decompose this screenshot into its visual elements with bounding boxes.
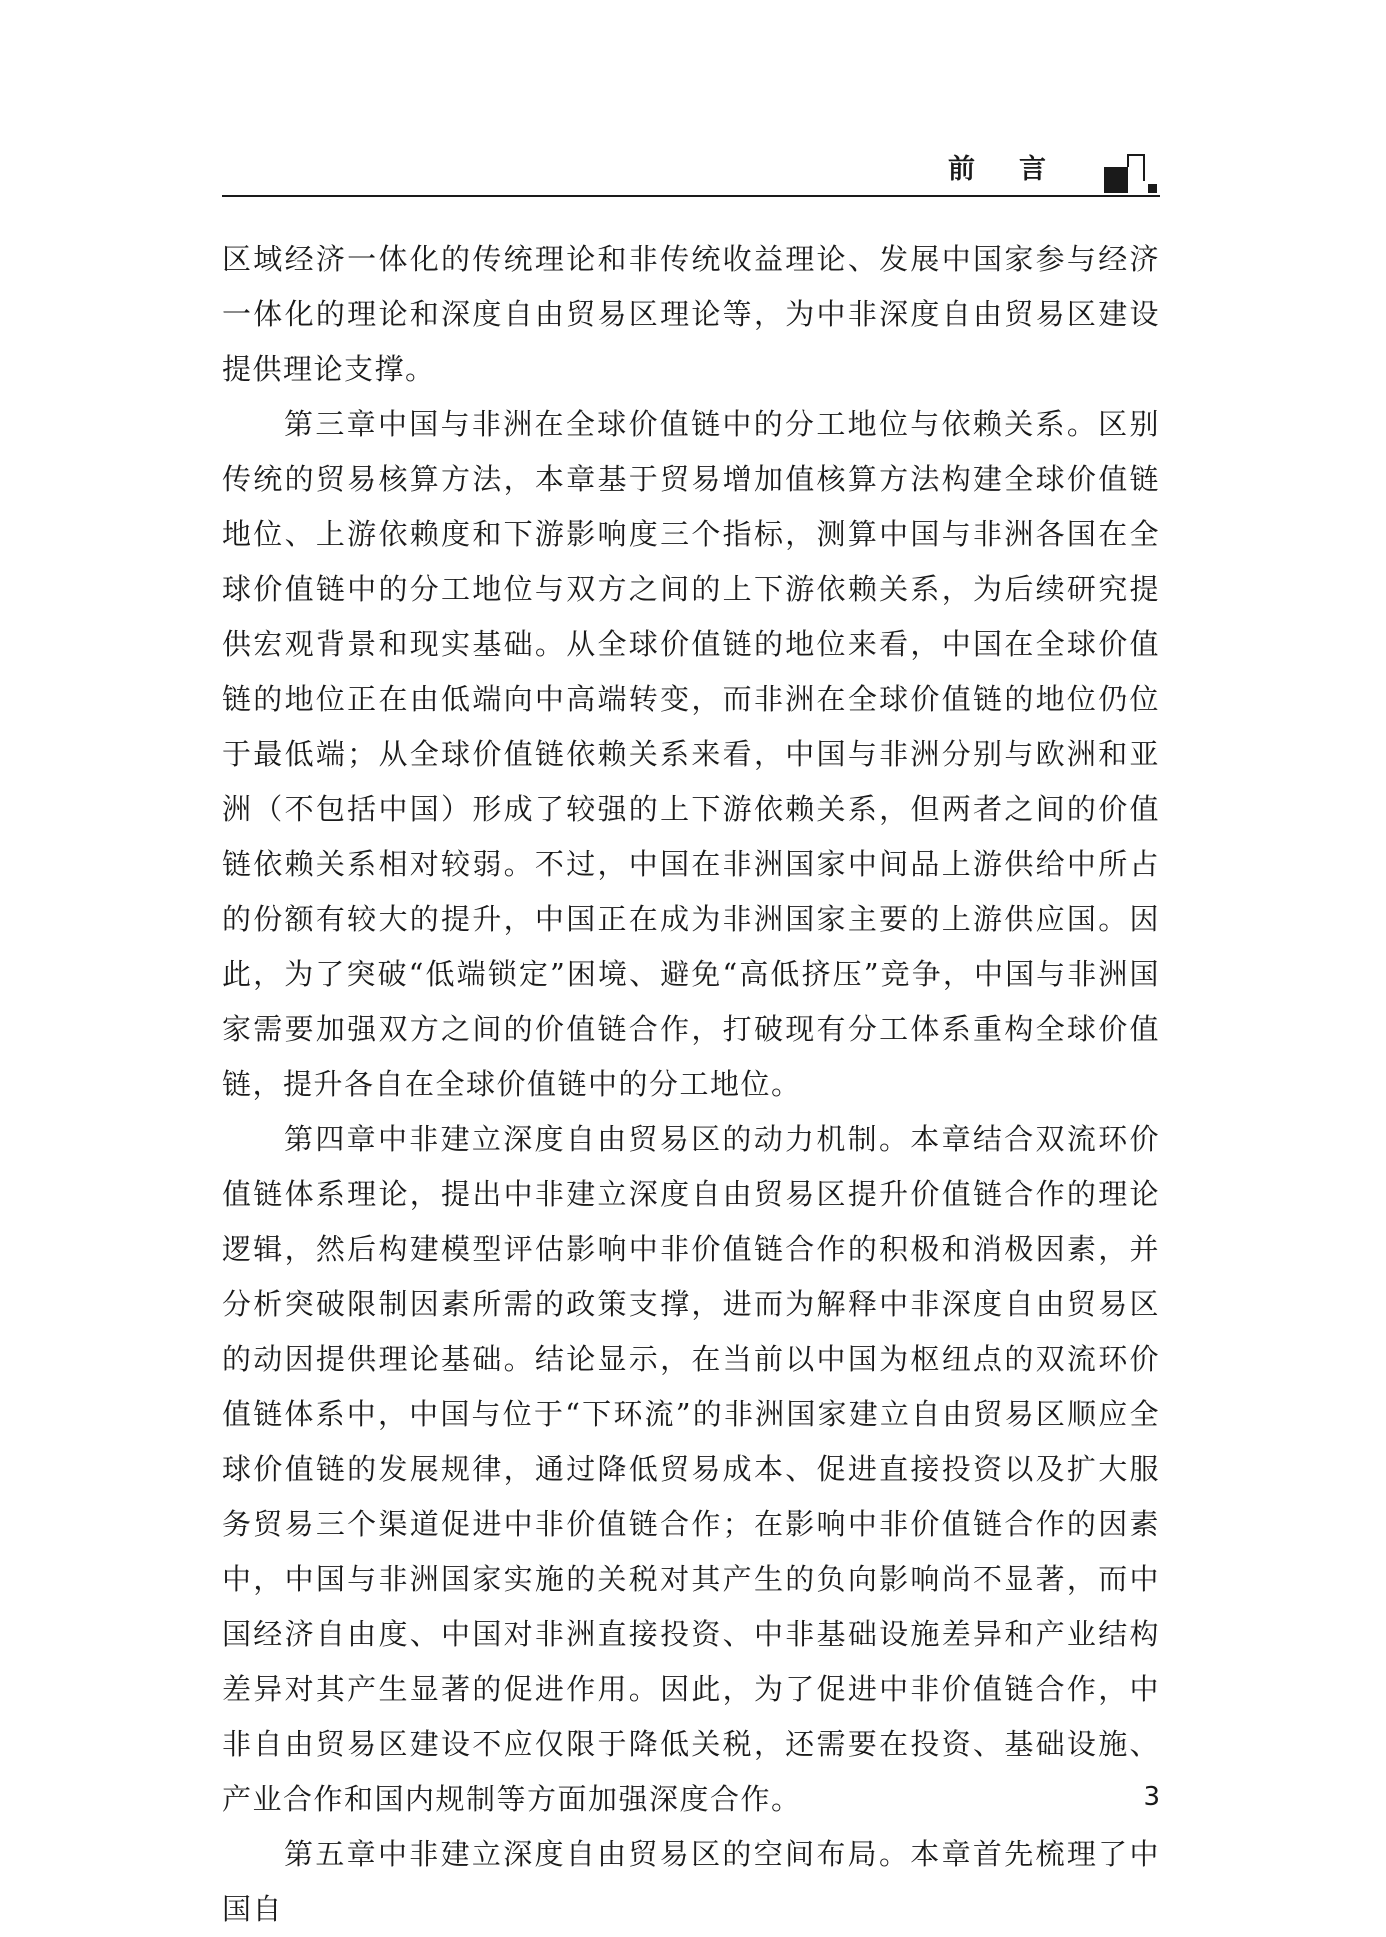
corner-square-ornament-icon <box>1104 153 1160 193</box>
paragraph-chapter-3: 第三章中国与非洲在全球价值链中的分工地位与依赖关系。区别传统的贸易核算方法，本章基于贸易增加值核算方法构建全球价值链地位、上游依赖度和下游影响度三个指标，测算中国与非洲各国在全球价值链中的分工地位与双方之间的上下游依赖关系，为后续研究提供宏观背景和现实基础。从全球价值链的地位来看，中国在全球价值链的地位正在由低端向中高端转变，而非洲在全球价值链的地位仍位于最低端；从全球价值链依赖关系来看，中国与非洲分别与欧洲和亚洲（不包括中国）形成了较强的上下游依赖关系，但两者之间的价值链依赖关系相对较弱。不过，中国在非洲国家中间品上游供给中所占的份额有较大的提升，中国正在成为非洲国家主要的上游供应国。因此，为了突破“低端锁定”困境、避免“高低挤压”竞争，中国与非洲国家需要加强双方之间的价值链合作，打破现有分工体系重构全球价值链，提升各自在全球价值链中的分工地位。 <box>222 407 1160 1101</box>
paragraph-chapter-5: 第五章中非建立深度自由贸易区的空间布局。本章首先梳理了中国自 <box>222 1837 1160 1926</box>
header-title: 前言 <box>948 154 1090 185</box>
body-text <box>222 232 1160 1937</box>
paragraph-chapter-4: 第四章中非建立深度自由贸易区的动力机制。本章结合双流环价值链体系理论，提出中非建立深度自由贸易区提升价值链合作的理论逻辑，然后构建模型评估影响中非价值链合作的积极和消极因素，并分析突破限制因素所需的政策支撑，进而为解释中非深度自由贸易区的动因提供理论基础。结论显示，在当前以中国为枢纽点的双流环价值链体系中，中国与位于“下环流”的非洲国家建立自由贸易区顺应全球价值链的发展规律，通过降低贸易成本、促进直接投资以及扩大服务贸易三个渠道促进中非价值链合作；在影响中非价值链合作的因素中，中国与非洲国家实施的关税对其产生的负向影响尚不显著，而中国经济自由度、中国对非洲直接投资、中非基础设施差异和产业结构差异对其产生显著的促进作用。因此，为了促进中非价值链合作，中非自由贸易区建设不应仅限于降低关税，还需要在投资、基础设施、产业合作和国内规制等方面加强深度合作。 <box>222 1122 1160 1816</box>
running-header <box>222 153 1160 197</box>
page-number: 3 <box>1143 1782 1160 1812</box>
paragraph-continued: 区域经济一体化的传统理论和非传统收益理论、发展中国家参与经济一体化的理论和深度自由贸易区理论等，为中非深度自由贸易区建设提供理论支撑。 <box>222 242 1160 386</box>
header-rule <box>222 195 1160 197</box>
